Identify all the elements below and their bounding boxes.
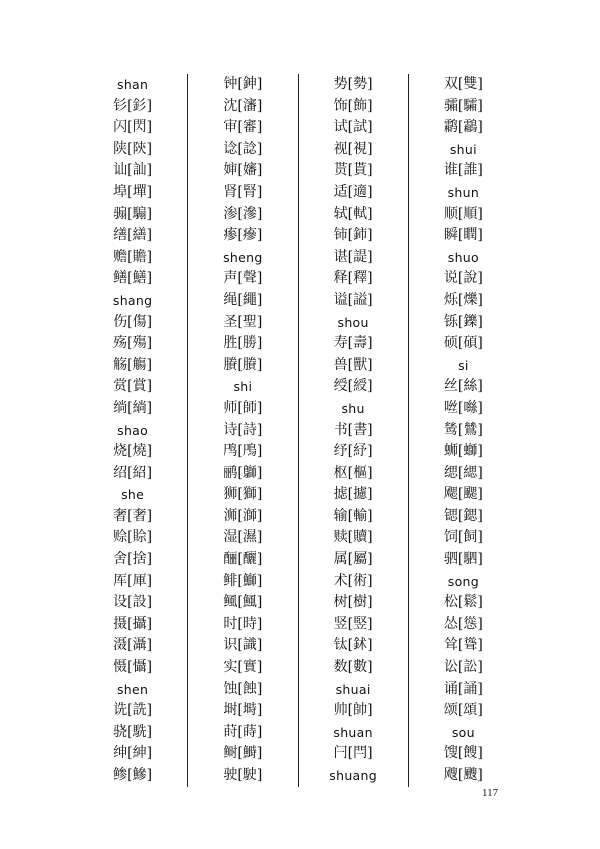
character-entry: 饲[飼] [443, 529, 483, 546]
character-entry: 丝[絲] [443, 378, 483, 395]
column-1 [78, 74, 187, 787]
character-entry: 狮[獅] [223, 486, 263, 503]
character-entry: 谁[誰] [443, 162, 483, 179]
character-entry: 术[術] [333, 572, 373, 589]
character-entry: 时[時] [223, 615, 263, 632]
pinyin-heading: song [447, 573, 479, 589]
character-entry: 设[設] [113, 594, 153, 611]
character-entry: 赡[贍] [113, 248, 153, 265]
character-entry: 伤[傷] [113, 313, 153, 330]
character-entry: 骟[騸] [113, 205, 153, 222]
character-entry: 诵[誦] [443, 680, 483, 697]
character-entry: 圣[聖] [223, 313, 263, 330]
pinyin-heading: shan [117, 77, 149, 92]
character-entry: 硕[碩] [443, 335, 483, 352]
character-entry: 骁[駪] [113, 723, 153, 740]
character-entry: 绍[紹] [113, 464, 153, 481]
character-entry: 莳[蒔] [223, 723, 263, 740]
character-entry: 视[視] [333, 140, 373, 157]
character-entry: 埠[墠] [113, 183, 153, 200]
character-entry: 审[審] [223, 119, 263, 136]
character-entry: 舍[捨] [113, 551, 153, 568]
pinyin-heading: shuo [447, 249, 479, 265]
character-entry: 飔[颸] [443, 486, 483, 503]
pinyin-heading: shen [117, 681, 149, 697]
character-entry: 输[輸] [333, 507, 373, 524]
character-entry: 鹂[鶳] [223, 464, 263, 481]
character-entry: 賸[賸] [223, 356, 263, 373]
character-entry: 馊[餿] [443, 745, 483, 762]
character-entry: 飕[颼] [443, 767, 483, 783]
character-entry: 殇[殤] [113, 335, 153, 352]
character-entry: 钟[鉮] [223, 76, 263, 92]
pinyin-heading: shu [341, 400, 365, 416]
column-2 [187, 74, 297, 787]
character-entry: 谂[諗] [223, 140, 263, 157]
character-entry: 寿[壽] [333, 335, 373, 352]
character-entry: 闩[閂] [333, 745, 373, 762]
character-entry: 树[樹] [333, 594, 373, 611]
character-entry: 闪[閃] [113, 119, 153, 136]
character-entry: 骦[驦] [443, 97, 483, 114]
character-entry: 轼[軾] [333, 205, 373, 222]
character-entry: 浉[溮] [223, 507, 263, 524]
character-entry: 埘[塒] [223, 702, 263, 719]
character-entry: 属[屬] [333, 551, 373, 568]
character-entry: 说[說] [443, 270, 483, 287]
character-entry: 驶[駛] [223, 767, 263, 783]
character-entry: 烧[燒] [113, 443, 153, 460]
pinyin-heading: she [121, 487, 145, 503]
character-entry: 瞬[瞤] [443, 227, 483, 244]
pinyin-heading: si [458, 357, 469, 373]
pinyin-heading: shuai [335, 681, 371, 697]
character-entry: 瘆[瘮] [223, 227, 263, 244]
character-entry: 数[數] [333, 659, 373, 676]
character-entry: 绶[綬] [333, 378, 373, 395]
character-entry: 竖[竪] [333, 615, 373, 632]
character-entry: 缌[緦] [443, 464, 483, 481]
character-entry: 觞[觴] [113, 356, 153, 373]
character-entry: 谌[諟] [333, 248, 373, 265]
character-entry: 鳝[鱔] [113, 270, 153, 287]
character-entry: 鸤[鳲] [223, 443, 263, 460]
character-entry: 识[識] [223, 637, 263, 654]
character-entry: 缮[繕] [113, 227, 153, 244]
character-entry: 颂[頌] [443, 702, 483, 719]
character-entry: 诜[詵] [113, 702, 153, 719]
character-entry: 饰[飾] [333, 97, 373, 114]
character-entry: 渗[滲] [223, 205, 263, 222]
character-entry: 松[鬆] [443, 594, 483, 611]
pinyin-heading: sou [451, 724, 475, 740]
character-entry: 绳[繩] [223, 291, 263, 308]
character-entry: 酾[釃] [223, 551, 263, 568]
character-entry: 陕[陝] [113, 140, 153, 157]
character-entry: 驷[駟] [443, 551, 483, 568]
pinyin-heading: sheng [223, 249, 263, 265]
character-entry: 顺[順] [443, 205, 483, 222]
pinyin-heading: shao [117, 422, 149, 438]
character-entry: 厍[厙] [113, 572, 153, 589]
character-entry: 释[釋] [333, 270, 373, 287]
character-entry: 赎[贖] [333, 529, 373, 546]
character-entry: 鲱[鰤] [223, 572, 263, 589]
character-entry: 沈[瀋] [223, 97, 263, 114]
character-entry: 讪[訕] [113, 162, 153, 179]
character-entry: 师[師] [223, 399, 263, 416]
character-entry: 谥[謚] [333, 291, 373, 308]
character-entry: 赏[賞] [113, 378, 153, 395]
character-entry: 势[勢] [333, 76, 373, 92]
pinyin-heading: shang [112, 292, 153, 308]
character-entry: 枢[樞] [333, 464, 373, 481]
pinyin-heading: shou [337, 314, 369, 330]
pinyin-heading: shi [233, 379, 253, 395]
character-entry: 实[實] [223, 659, 263, 676]
character-entry: 胜[勝] [223, 335, 263, 352]
character-entry: 钛[鉥] [333, 637, 373, 654]
character-entry: 铄[鑠] [443, 313, 483, 330]
column-4 [408, 74, 518, 787]
character-entry: 适[適] [333, 183, 373, 200]
pinyin-heading: shun [447, 184, 480, 200]
character-entry: 铈[鈰] [333, 227, 373, 244]
character-table [78, 74, 518, 787]
character-entry: 鲹[鰺] [113, 767, 153, 783]
character-entry: 摅[攄] [333, 486, 373, 503]
character-entry: 诗[詩] [223, 421, 263, 438]
character-entry: 鹴[鸘] [443, 119, 483, 136]
character-entry: 肾[腎] [223, 183, 263, 200]
character-entry: 钐[釤] [113, 97, 153, 114]
character-entry: 湿[濕] [223, 529, 263, 546]
character-entry: 贳[貰] [333, 162, 373, 179]
pinyin-heading: shui [449, 141, 477, 157]
character-entry: 声[聲] [223, 270, 263, 287]
character-entry: 赊[賒] [113, 529, 153, 546]
pinyin-heading: shuan [333, 724, 373, 740]
character-entry: 滠[灄] [113, 637, 153, 654]
character-entry: 摄[攝] [113, 615, 153, 632]
character-entry: 书[書] [333, 421, 373, 438]
character-entry: 怂[慫] [443, 615, 483, 632]
character-entry: 帅[帥] [333, 702, 373, 719]
character-entry: 婶[嬸] [223, 162, 263, 179]
character-entry: 纾[紓] [333, 443, 373, 460]
character-entry: 咝[噝] [443, 399, 483, 416]
character-entry: 烁[爍] [443, 291, 483, 308]
character-entry: 鲺[鯴] [223, 594, 263, 611]
character-entry: 蛳[螄] [443, 443, 483, 460]
character-entry: 绱[緔] [113, 399, 153, 416]
column-3 [298, 74, 408, 787]
character-entry: 双[雙] [443, 76, 483, 92]
character-entry: 奢[奢] [113, 507, 153, 524]
character-entry: 绅[紳] [113, 745, 153, 762]
character-entry: 鲥[鰣] [223, 745, 263, 762]
character-entry: 鸶[鷥] [443, 421, 483, 438]
character-entry: 慑[懾] [113, 659, 153, 676]
pinyin-heading: shuang [329, 768, 377, 783]
character-entry: 蚀[蝕] [223, 680, 263, 697]
page-number: 117 [482, 787, 499, 799]
character-entry: 耸[聳] [443, 637, 483, 654]
character-entry: 讼[訟] [443, 659, 483, 676]
character-entry: 试[試] [333, 119, 373, 136]
character-entry: 兽[獸] [333, 356, 373, 373]
character-entry: 锶[鍶] [443, 507, 483, 524]
